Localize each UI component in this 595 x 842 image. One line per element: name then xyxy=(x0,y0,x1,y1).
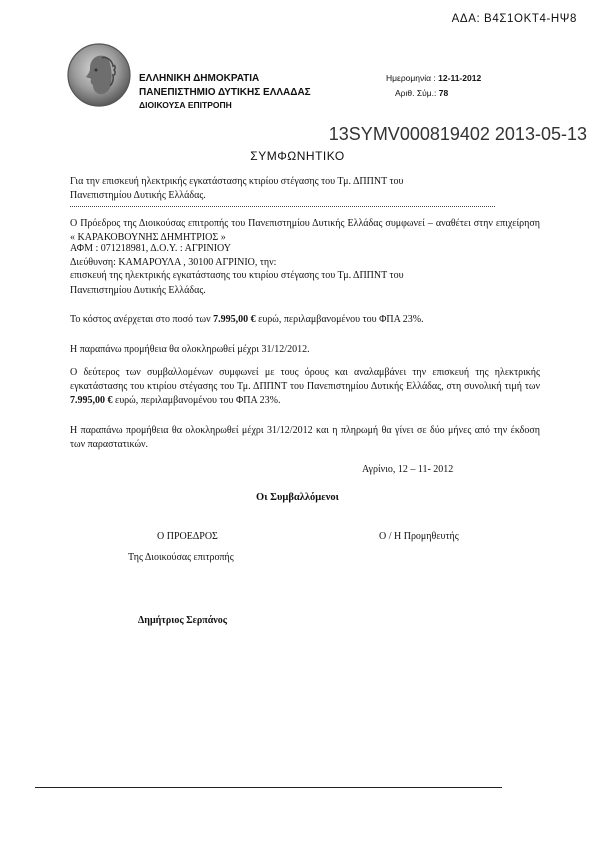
header-committee: ΔΙΟΙΚΟΥΣΑ ΕΠΙΤΡΟΠΗ xyxy=(139,100,232,110)
president-title: Ο ΠΡΟΕΔΡΟΣ xyxy=(157,531,218,542)
registry-stamp: 13SYMV000819402 2013-05-13 xyxy=(328,124,587,144)
cost-text-after: ευρώ, περιλαμβανομένου του ΦΠΑ 23%. xyxy=(255,314,424,325)
supplier-title: Ο / Η Προμηθευτής xyxy=(379,531,459,542)
work-description-line-2: Πανεπιστημίου Δυτικής Ελλάδας. xyxy=(70,285,206,296)
place-date: Αγρίνιο, 12 – 11- 2012 xyxy=(362,464,454,475)
signer-name: Δημήτριος Σερπάνος xyxy=(138,615,227,626)
date-value: 12-11-2012 xyxy=(438,73,482,83)
acceptance-text-after: ευρώ, περιλαμβανομένου του ΦΠΑ 23%. xyxy=(112,395,281,406)
tax-id-line: ΑΦΜ : 071218981, Δ.Ο.Υ. : ΑΓΡΙΝΙΟΥ xyxy=(70,243,231,254)
address-line: Διεύθυνση: ΚΑΜΑΡΟΥΛΑ , 30100 ΑΓΡΙΝΙΟ, την: xyxy=(70,257,277,268)
cost-paragraph xyxy=(70,314,424,325)
header-republic: ΕΛΛΗΝΙΚΗ ΔΗΜΟΚΡΑΤΙΑ xyxy=(139,73,260,84)
president-subtitle: Της Διοικούσας επιτροπής xyxy=(128,552,234,563)
dotted-separator xyxy=(70,206,495,207)
document-title: ΣΥΜΦΩΝΗΤΙΚΟ xyxy=(250,149,345,163)
payment-paragraph: Η παραπάνω προμήθεια θα ολοκληρωθεί μέχρι 31/12/2012 και η πληρωμή θα γίνει σε δύο μήνες από την έκδοση των παραστατικών. xyxy=(70,425,540,450)
protocol-label: Αριθ. Σύμ.: xyxy=(395,88,439,98)
acceptance-text-before: Ο δεύτερος των συμβαλλομένων συμφωνεί με τους όρους και αναλαμβάνει την επισκευή της ηλεκτρικής εγκατάστασης του κτιρίου στέγασης του Τμ. ΔΠΠΝΤ του Πανεπιστημίου Δυτικής Ελλάδας, στη συνολική τιμή των xyxy=(70,367,540,392)
date-label: Ημερομηνία : xyxy=(386,73,439,83)
work-description-line-1: επισκευή της ηλεκτρικής εγκατάστασης του κτιρίου στέγασης του Τμ. ΔΠΠΝΤ του xyxy=(70,270,404,281)
signatories-heading: Οι Συμβαλλόμενοι xyxy=(256,492,339,503)
acceptance-amount: 7.995,00 € xyxy=(70,395,113,406)
subject-line-1: Για την επισκευή ηλεκτρικής εγκατάστασης κτιρίου στέγασης του Τμ. ΔΠΠΝΤ του xyxy=(70,176,404,187)
cost-amount: 7.995,00 € xyxy=(213,314,256,325)
cost-text-before: Το κόστος ανέρχεται στο ποσό των xyxy=(70,314,214,325)
acceptance-paragraph xyxy=(70,366,540,408)
header-university: ΠΑΝΕΠΙΣΤΗΜΙΟ ΔΥΤΙΚΗΣ ΕΛΛΑΔΑΣ xyxy=(139,87,311,98)
coin-seal-logo xyxy=(66,42,132,108)
subject-line-2: Πανεπιστημίου Δυτικής Ελλάδας. xyxy=(70,190,206,201)
ada-code: ΑΔΑ: Β4Σ1ΟΚΤ4-ΗΨ8 xyxy=(451,13,577,25)
date-line xyxy=(386,73,481,83)
protocol-line xyxy=(395,88,448,98)
footer-rule xyxy=(35,787,502,788)
deadline-paragraph: Η παραπάνω προμήθεια θα ολοκληρωθεί μέχρι 31/12/2012. xyxy=(70,344,310,355)
protocol-value: 78 xyxy=(438,88,449,98)
assignment-paragraph: Ο Πρόεδρος της Διοικούσας επιτροπής του Πανεπιστημίου Δυτικής Ελλάδας συμφωνεί – αναθέτει στην επιχείρηση « ΚΑΡΑΚΟΒΟΥΝΗΣ ΔΗΜΗΤΡΙΟΣ » xyxy=(70,218,540,243)
